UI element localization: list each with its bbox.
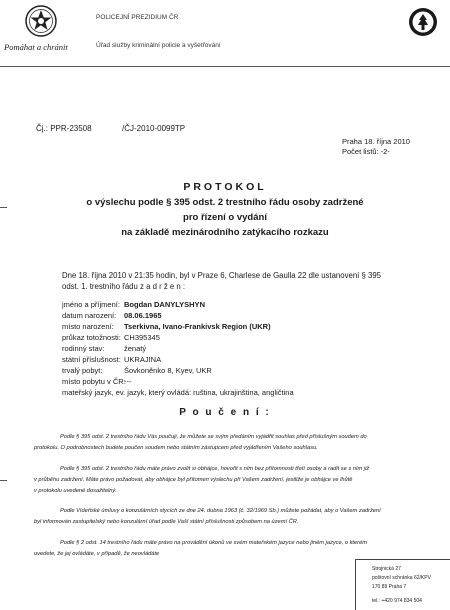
stamp-city: 170 89 Praha 7 bbox=[372, 584, 407, 590]
instruction-paragraph-2-line-3: v protokolu uvedené dosažitelný. bbox=[34, 488, 117, 494]
organization-name: POLICEJNÍ PREZIDIUM ČR bbox=[96, 14, 179, 21]
sheet-count: Počet listů: -2- bbox=[342, 147, 390, 156]
case-number: /ČJ-2010-0099TP bbox=[122, 124, 186, 133]
pob-value: Tserkivna, Ivano-Frankivsk Region (UKR) bbox=[124, 322, 271, 331]
reference-number: Čj.: PPR-23508 bbox=[36, 124, 92, 133]
stay-label: místo pobytu v ČR: bbox=[62, 377, 126, 386]
id-label: průkaz totožnosti: bbox=[62, 333, 121, 342]
margin-mark bbox=[0, 480, 7, 481]
dob-value: 08.06.1965 bbox=[124, 311, 162, 320]
police-star-logo bbox=[24, 4, 58, 38]
unit-emblem-logo bbox=[407, 6, 439, 38]
stamp-street: Strojnická 27 bbox=[372, 566, 401, 572]
dob-label: datum narození: bbox=[62, 311, 117, 320]
instruction-paragraph-2-line-2: v průběhu zadržení. Máte právo požadovat, aby obhájce byl přítomen výslechu při Vašem zadržení, jestliže je obhájce ve lhůtě bbox=[34, 477, 353, 483]
header-divider bbox=[0, 66, 450, 67]
instruction-paragraph-4-line-1: Podle § 2 odst. 14 trestního řádu máte právo na provádění úkonů ve svém mateřském jazyce nebo jiném jazyce, o kterém bbox=[60, 540, 367, 546]
marital-label: rodinný stav: bbox=[62, 344, 105, 353]
stay-value: --- bbox=[124, 377, 132, 386]
id-value: CH395345 bbox=[124, 333, 160, 342]
residence-value: Šovkoněnko 8, Kyev, UKR bbox=[124, 366, 212, 375]
motto: Pomáhat a chránit bbox=[4, 42, 68, 52]
title-line-2: pro řízení o vydání bbox=[183, 212, 267, 223]
intro-line-1: Dne 18. října 2010 v 21:35 hodin, byl v Praze 6, Charlese de Gaulla 22 dle ustanovení § 395 bbox=[62, 271, 382, 280]
name-label: jméno a příjmení: bbox=[62, 300, 120, 309]
languages-line: mateřský jazyk, ev. jazyk, který ovládá: ruština, ukrajinština, angličtina bbox=[62, 388, 294, 397]
instruction-paragraph-1-line-1: Podle § 395 odst. 2 trestního řádu Vás poučuji, že můžete se svým předáním vyjádřit souhlas před příslušným soudem do bbox=[60, 434, 367, 440]
instruction-paragraph-2-line-1: Podle § 395 odst. 2 trestního řádu máte právo zvolit si obhájce, hovořit s ním bez přítomnosti třetí osoby a radit se s ním již bbox=[60, 466, 370, 472]
name-value: Bogdan DANYLYSHYN bbox=[124, 300, 205, 309]
citizenship-label: státní příslušnost: bbox=[62, 355, 121, 364]
residence-label: trvalý pobyt: bbox=[62, 366, 103, 375]
stamp-po-box: poštovní schránka 62/KPV bbox=[372, 575, 431, 581]
instruction-paragraph-3-line-2: byl informován zastupitelský nebo konzulární úřad podle Vaší státní příslušnosti způsobem na území ČR. bbox=[34, 519, 299, 525]
margin-mark bbox=[0, 207, 7, 208]
citizenship-value: UKRAJINA bbox=[124, 355, 162, 364]
document-title: PROTOKOL bbox=[183, 181, 267, 193]
instruction-paragraph-4-line-2: uvedete, že jej ovládáte, v případě, že neovládáte bbox=[34, 551, 160, 557]
pob-label: místo narození: bbox=[62, 322, 114, 331]
title-line-3: na základě mezinárodního zatýkacího rozkazu bbox=[121, 227, 329, 238]
intro-line-2: odst. 1. trestního řádu z a d r ž e n : bbox=[62, 282, 186, 291]
instruction-paragraph-3-line-1: Podle Vídeňské úmluvy o konzulárních stycích ze dne 24. dubna 1963 (č. 32/1969 Sb.) můžete požádat, aby o Vašem zadržení bbox=[60, 508, 381, 514]
instruction-heading: P o u č e n í : bbox=[179, 407, 271, 418]
department-name: Úřad služby kriminální policie a vyšetřování bbox=[96, 42, 221, 49]
instruction-paragraph-1-line-2: protokolu. O podrobnostech budete poučen soudem nebo státním zástupcem před vyjádřením Vašeho souhlasu. bbox=[34, 445, 318, 451]
place-date: Praha 18. října 2010 bbox=[342, 137, 410, 146]
stamp-phone: tel.: +420 974 834 504 bbox=[372, 598, 422, 604]
title-line-1: o výslechu podle § 395 odst. 2 trestního řádu osoby zadržené bbox=[86, 197, 364, 208]
marital-value: ženatý bbox=[124, 344, 147, 353]
